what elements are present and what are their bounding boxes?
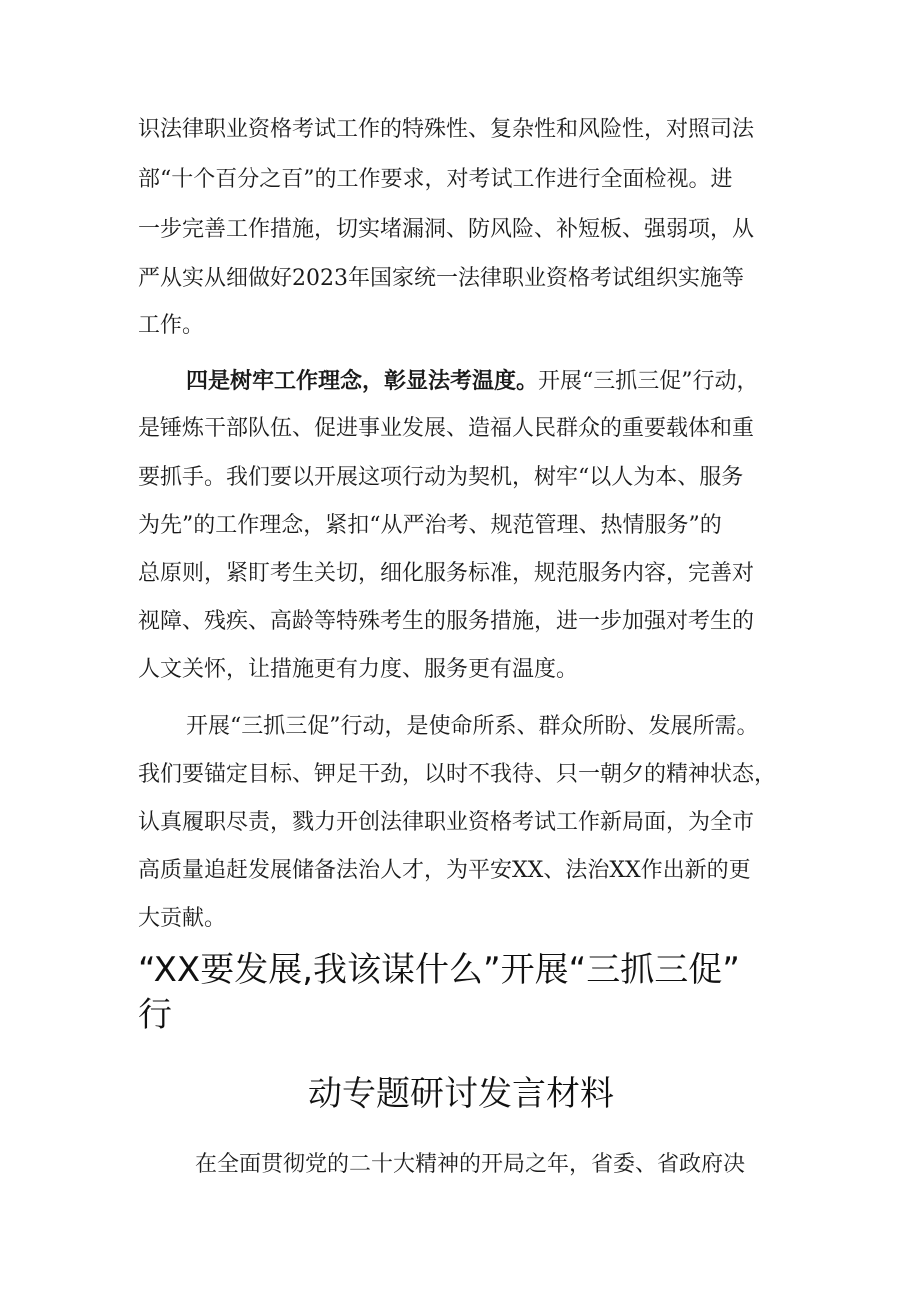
paragraph-line: 我们要锚定目标、钾足干劲，以时不我待、只一朝夕的精神状态， — [138, 762, 777, 787]
paragraph-line: 工作。 — [138, 313, 205, 338]
paragraph-line: 是锤炼干部队伍、促进事业发展、造福人民群众的重要载体和重 — [138, 416, 755, 441]
paragraph-line: 总原则，紧盯考生关切，细化服务标准，规范服务内容，完善对 — [138, 561, 755, 586]
paragraph-line: 严从实从细做好2023年国家统一法律职业资格考试组织实施等 — [138, 266, 744, 291]
paragraph-line: 要抓手。我们要以开展这项行动为契机，树牢“以人为本、服务 — [138, 465, 744, 490]
paragraph-first-line: 在全面贯彻党的二十大精神的开局之年，省委、省政府决 — [195, 1152, 746, 1177]
paragraph-first-line: 开展“三抓三促”行动，是使命所系、群众所盼、发展所需。 — [186, 714, 759, 739]
paragraph-heading: 四是树牢工作理念，彰显法考温度。 — [186, 368, 539, 394]
article-title-line: “XX要发展,我该谋什么”开展“三抓三促” — [138, 950, 740, 990]
paragraph-line: 人文关怀，让措施更有力度、服务更有温度。 — [138, 657, 579, 682]
paragraph-line: 为先”的工作理念，紧扣“从严治考、规范管理、热情服务”的 — [138, 513, 722, 538]
article-title-line: 动专题研讨发言材料 — [308, 1074, 614, 1114]
paragraph-text: 开展“三抓三促”行动， — [538, 369, 759, 394]
article-title-line: 行 — [138, 995, 172, 1035]
paragraph-line: 大贡献。 — [138, 906, 227, 931]
paragraph-line: 视障、残疾、高龄等特殊考生的服务措施，进一步加强对考生的 — [138, 609, 755, 634]
paragraph-line: 认真履职尽责，戮力开创法律职业资格考试工作新局面，为全市 — [138, 810, 755, 835]
paragraph-first-line — [186, 366, 759, 397]
paragraph-line: 一步完善工作措施，切实堵漏洞、防风险、补短板、强弱项，从 — [138, 217, 755, 242]
paragraph-line: 高质量追赶发展储备法治人才，为平安XX、法治XX作出新的更 — [138, 858, 751, 883]
paragraph-line: 部“十个百分之百”的工作要求，对考试工作进行全面检视。进 — [138, 167, 733, 192]
paragraph-line: 识法律职业资格考试工作的特殊性、复杂性和风险性，对照司法 — [138, 117, 755, 142]
